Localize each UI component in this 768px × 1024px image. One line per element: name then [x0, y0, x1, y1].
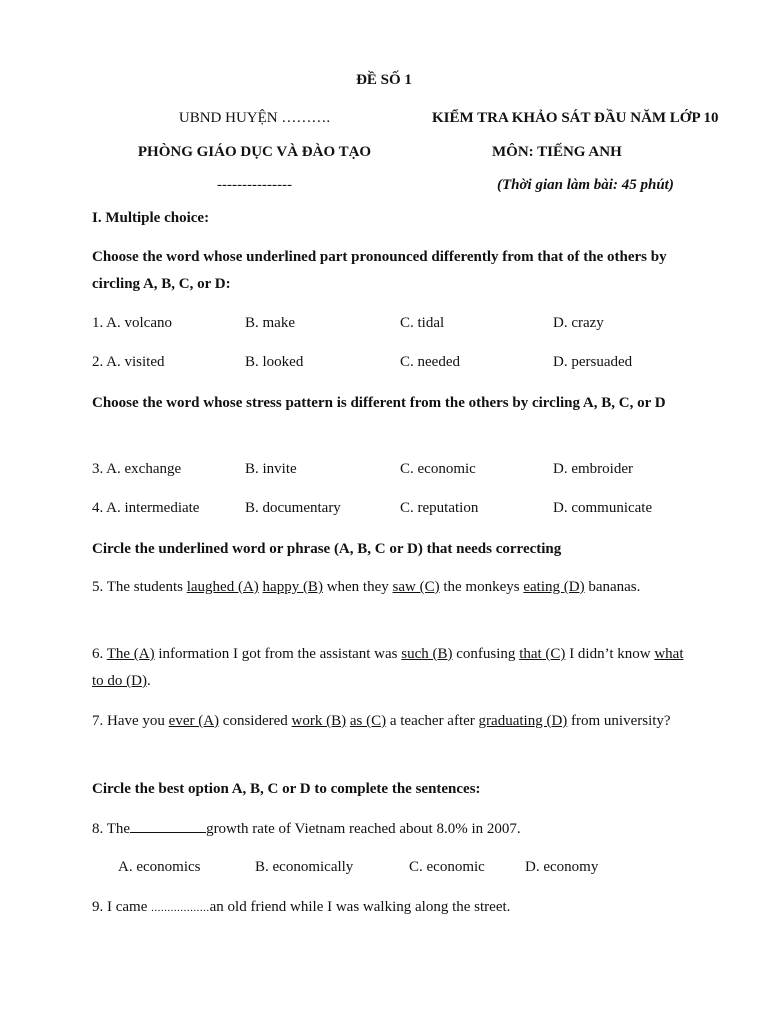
question-5: 5. The students laughed (A) happy (B) when they saw (C) the monkeys eating (D) bananas. [92, 579, 641, 595]
exam-number-title: ĐỀ SỐ 1 [356, 72, 412, 88]
q2-option-b: B. looked [245, 354, 304, 370]
q4-option-b: B. documentary [245, 500, 341, 516]
subject-title: MÔN: TIẾNG ANH [492, 144, 622, 160]
q4-option-a: 4. A. intermediate [92, 500, 200, 516]
question-8-options [0, 859, 768, 881]
question-3 [0, 461, 768, 483]
instruction-stress: Choose the word whose stress pattern is different from the others by circling A, B, C, or D [92, 395, 666, 411]
q8-option-d: D. economy [525, 859, 599, 875]
question-2 [0, 354, 768, 376]
q8-option-b: B. economically [255, 859, 354, 875]
q2-option-a: 2. A. visited [92, 354, 165, 370]
q1-option-c: C. tidal [400, 315, 445, 331]
q8-blank [130, 820, 206, 833]
instruction-error: Circle the underlined word or phrase (A, B, C or D) that needs correcting [92, 541, 562, 557]
question-8: 8. The growth rate of Vietnam reached about 8.0% in 2007. [92, 821, 521, 837]
q1-option-d: D. crazy [553, 315, 604, 331]
q8-option-a: A. economics [118, 859, 201, 875]
question-7: 7. Have you ever (A) considered work (B) as (C) a teacher after graduating (D) from university? [92, 713, 671, 729]
q1-option-b: B. make [245, 315, 295, 331]
q2-option-d: D. persuaded [553, 354, 633, 370]
instruction-pronunciation: Choose the word whose underlined part pronounced differently from that of the others by circling A, B, C, or D: [92, 249, 667, 292]
district-header: UBND HUYỆN ………. [178, 110, 331, 126]
section-title: I. Multiple choice: [92, 210, 210, 226]
instruction-best-option: Circle the best option A, B, C or D to complete the sentences: [92, 781, 481, 797]
q4-option-d: D. communicate [553, 500, 653, 516]
q3-option-c: C. economic [400, 461, 476, 477]
question-1 [0, 315, 768, 337]
time-limit: (Thời gian làm bài: 45 phút) [497, 177, 674, 193]
q3-option-d: D. embroider [553, 461, 633, 477]
header-divider: --------------- [217, 177, 292, 193]
department-header: PHÒNG GIÁO DỤC VÀ ĐÀO TẠO [137, 144, 372, 160]
exam-title: KIỂM TRA KHẢO SÁT ĐẦU NĂM LỚP 10 [432, 110, 719, 126]
q8-option-c: C. economic [409, 859, 485, 875]
question-6: 6. The (A) information I got from the assistant was such (B) confusing that (C) I didn’t know what to do (D). [92, 646, 684, 689]
q9-blank: .................. [151, 902, 210, 914]
q4-option-c: C. reputation [400, 500, 479, 516]
q1-option-a: 1. A. volcano [92, 315, 172, 331]
q3-option-a: 3. A. exchange [92, 461, 182, 477]
question-9: 9. I came ..................an old friend while I was walking along the street. [92, 899, 511, 915]
question-4 [0, 500, 768, 522]
q2-option-c: C. needed [400, 354, 460, 370]
q3-option-b: B. invite [245, 461, 297, 477]
